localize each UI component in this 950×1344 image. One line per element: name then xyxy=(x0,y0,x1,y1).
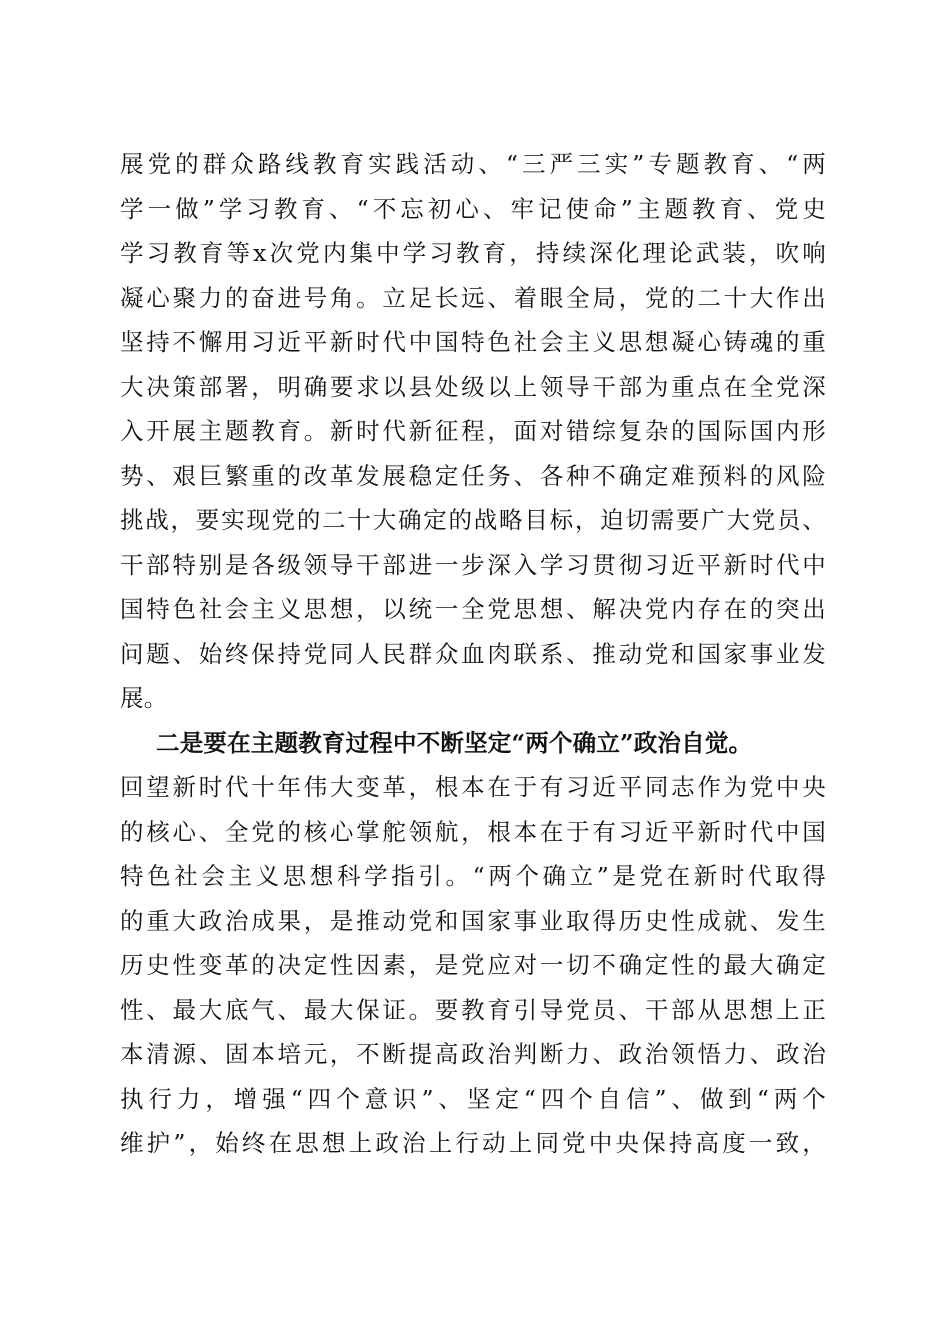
text-line: 特色社会主义思想科学指引。“两个确立”是党在新时代取得 xyxy=(120,862,826,890)
text-line: 的核心、全党的核心掌舵领航，根本在于有习近平新时代中国 xyxy=(120,818,826,846)
text-line: 国特色社会主义思想，以统一全党思想、解决党内存在的突出 xyxy=(120,595,826,623)
text-line: 学习教育等x次党内集中学习教育，持续深化理论武装，吹响 xyxy=(120,239,826,267)
text-line: 入开展主题教育。新时代新征程，面对错综复杂的国际国内形 xyxy=(120,417,826,445)
text-line: 展。 xyxy=(120,684,168,712)
text-line: 历史性变革的决定性因素，是党应对一切不确定性的最大确定 xyxy=(120,951,826,979)
text-line: 回望新时代十年伟大变革，根本在于有习近平同志作为党中央 xyxy=(120,773,826,801)
text-line: 的重大政治成果，是推动党和国家事业取得历史性成就、发生 xyxy=(120,907,826,935)
text-line: 展党的群众路线教育实践活动、“三严三实”专题教育、“两 xyxy=(120,150,826,178)
section-heading: 二是要在主题教育过程中不断坚定“两个确立”政治自觉。 xyxy=(156,729,753,757)
text-line: 本清源、固本培元，不断提高政治判断力、政治领悟力、政治 xyxy=(120,1040,826,1068)
text-line: 维护”，始终在思想上政治上行动上同党中央保持高度一致， xyxy=(120,1129,826,1157)
text-line: 大决策部署，明确要求以县处级以上领导干部为重点在全党深 xyxy=(120,373,826,401)
text-line: 挑战，要实现党的二十大确定的战略目标，迫切需要广大党员、 xyxy=(120,506,826,534)
text-line: 凝心聚力的奋进号角。立足长远、着眼全局，党的二十大作出 xyxy=(120,284,826,312)
text-line: 执行力，增强“四个意识”、坚定“四个自信”、做到“两个 xyxy=(120,1085,826,1113)
text-line: 坚持不懈用习近平新时代中国特色社会主义思想凝心铸魂的重 xyxy=(120,328,826,356)
text-line: 干部特别是各级领导干部进一步深入学习贯彻习近平新时代中 xyxy=(120,551,826,579)
text-line: 学一做”学习教育、“不忘初心、牢记使命”主题教育、党史 xyxy=(120,195,826,223)
text-line: 性、最大底气、最大保证。要教育引导党员、干部从思想上正 xyxy=(120,996,826,1024)
text-line: 问题、始终保持党同人民群众血肉联系、推动党和国家事业发 xyxy=(120,640,826,668)
text-line: 势、艰巨繁重的改革发展稳定任务、各种不确定难预料的风险 xyxy=(120,462,826,490)
